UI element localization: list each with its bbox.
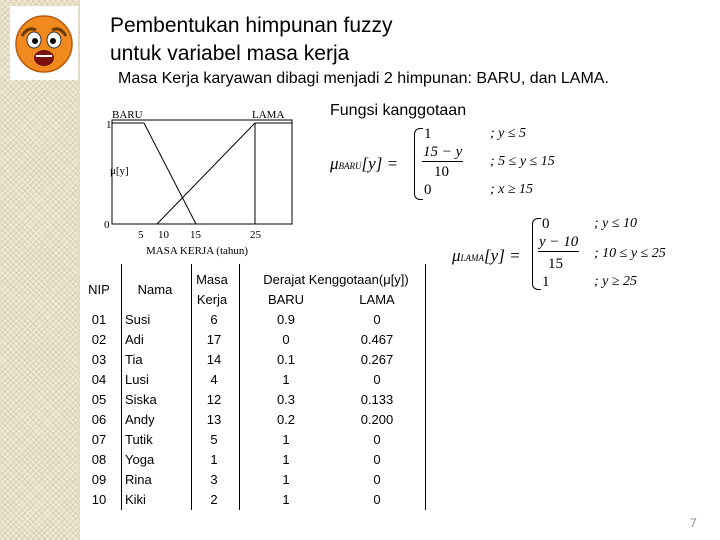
baru-lhs-arg: [y] = xyxy=(361,154,399,173)
x-tick-25: 25 xyxy=(250,229,261,241)
baru-case3-cond: ; x ≥ 15 xyxy=(490,182,534,197)
cell-baru: 1 xyxy=(282,372,290,387)
cell-masa: 4 xyxy=(210,372,218,387)
lama-slope xyxy=(157,123,255,224)
lama-brace xyxy=(532,218,541,290)
cell-nip: 09 xyxy=(91,472,107,487)
cell-masa: 6 xyxy=(210,312,218,327)
header-masa-kerja: Masa Kerja xyxy=(196,272,228,307)
baru-case2-num: 15 − y xyxy=(423,144,463,160)
cell-lama: 0.467 xyxy=(360,332,394,347)
baru-case3-val: 0 xyxy=(424,182,432,198)
cell-nip: 04 xyxy=(91,372,107,387)
formula-lama xyxy=(452,214,712,294)
cell-nama: Andy xyxy=(125,412,155,427)
y-axis-label: μ[y] xyxy=(110,165,129,177)
x-axis-label: MASA KERJA (tahun) xyxy=(146,245,249,257)
left-decorative-stripe xyxy=(0,0,78,540)
header-lama: LAMA xyxy=(359,292,395,307)
lama-lhs-arg: [y] = xyxy=(484,246,521,265)
y-tick-0: 0 xyxy=(104,219,110,231)
label-lama: LAMA xyxy=(252,109,285,121)
fungsi-kanggotaan-label: Fungsi kanggotaan xyxy=(330,102,467,119)
baru-case2-cond: ; 5 ≤ y ≤ 15 xyxy=(490,154,555,169)
title-line-2: untuk variabel masa kerja xyxy=(110,42,350,65)
scared-face-logo xyxy=(10,6,78,80)
lama-lhs-sub: LAMA xyxy=(460,253,485,263)
baru-case1-val: 1 xyxy=(424,126,432,142)
cell-lama: 0 xyxy=(373,452,381,467)
cell-masa: 13 xyxy=(206,412,222,427)
cell-baru: 1 xyxy=(282,432,290,447)
cell-nama: Siska xyxy=(125,392,157,407)
cell-lama: 0.133 xyxy=(360,392,394,407)
cell-nama: Adi xyxy=(125,332,144,347)
cell-baru: 0 xyxy=(282,332,290,347)
header-nip: NIP xyxy=(88,282,110,297)
cell-masa: 1 xyxy=(210,452,218,467)
header-derajat: Derajat Kenggotaan(μ[y]) xyxy=(263,272,409,287)
cell-nip: 05 xyxy=(91,392,107,407)
cell-nama: Rina xyxy=(125,472,152,487)
cell-baru: 1 xyxy=(282,472,290,487)
cell-masa: 17 xyxy=(206,332,222,347)
cell-masa: 12 xyxy=(206,392,222,407)
x-tick-10: 10 xyxy=(158,229,169,241)
cell-masa: 2 xyxy=(210,492,218,507)
baru-lhs-sub: BARU xyxy=(338,161,362,171)
cell-nama: Lusi xyxy=(125,372,149,387)
cell-lama: 0.200 xyxy=(360,412,394,427)
x-tick-5: 5 xyxy=(138,229,144,241)
cell-nip: 01 xyxy=(91,312,107,327)
lama-case2-cond: ; 10 ≤ y ≤ 25 xyxy=(594,246,666,261)
cell-nip: 03 xyxy=(91,352,107,367)
cell-masa: 3 xyxy=(210,472,218,487)
cell-lama: 0 xyxy=(373,432,381,447)
lama-case2-num: y − 10 xyxy=(539,234,579,250)
cell-lama: 0.267 xyxy=(360,352,394,367)
cell-nama: Susi xyxy=(125,312,151,327)
cell-nip: 02 xyxy=(91,332,107,347)
formula-baru xyxy=(330,126,555,202)
cell-lama: 0 xyxy=(373,492,381,507)
cell-nip: 08 xyxy=(91,452,107,467)
table-divider xyxy=(425,264,426,510)
lama-case1-val: 0 xyxy=(542,216,550,232)
table-divider xyxy=(239,264,240,510)
x-tick-15: 15 xyxy=(190,229,201,241)
y-tick-1: 1 xyxy=(106,119,112,131)
cell-lama: 0 xyxy=(373,372,381,387)
title-line-1: Pembentukan himpunan fuzzy xyxy=(110,14,393,37)
cell-lama: 0 xyxy=(373,472,381,487)
cell-nama: Kiki xyxy=(125,492,146,507)
cell-baru: 0.9 xyxy=(276,312,296,327)
slide-title xyxy=(110,12,393,68)
cell-nip: 06 xyxy=(91,412,107,427)
table-divider xyxy=(121,264,122,510)
cell-masa: 14 xyxy=(206,352,222,367)
cell-baru: 0.1 xyxy=(276,352,296,367)
slide-subtitle: Masa Kerja karyawan dibagi menjadi 2 himpunan: BARU, dan LAMA. xyxy=(118,70,609,87)
cell-nama: Tutik xyxy=(125,432,153,447)
cell-baru: 1 xyxy=(282,452,290,467)
baru-case1-cond: ; y ≤ 5 xyxy=(490,126,527,141)
cell-nip: 07 xyxy=(91,432,107,447)
lama-case2-den: 15 xyxy=(548,256,563,272)
cell-lama: 0 xyxy=(373,312,381,327)
lama-case3-cond: ; y ≥ 25 xyxy=(594,274,638,289)
cell-baru: 0.3 xyxy=(276,392,296,407)
cell-nama: Yoga xyxy=(125,452,155,467)
header-nama: Nama xyxy=(137,282,173,297)
lama-case1-cond: ; y ≤ 10 xyxy=(594,216,638,231)
baru-slope xyxy=(144,123,196,224)
cell-masa: 5 xyxy=(210,432,218,447)
membership-graph xyxy=(100,104,300,264)
cell-baru: 1 xyxy=(282,492,290,507)
baru-case2-den: 10 xyxy=(434,164,449,180)
cell-nama: Tia xyxy=(125,352,143,367)
header-baru: BARU xyxy=(267,292,305,307)
lama-lhs: μLAMA[y] = xyxy=(452,246,521,265)
lama-case3-val: 1 xyxy=(542,274,550,290)
scared-face-icon xyxy=(10,6,78,80)
graph-frame xyxy=(112,120,292,224)
label-baru: BARU xyxy=(112,109,143,121)
cell-baru: 0.2 xyxy=(276,412,296,427)
page-number: 7 xyxy=(690,516,697,530)
baru-brace xyxy=(414,128,423,200)
baru-lhs: μBARU[y] = xyxy=(330,154,399,173)
cell-nip: 10 xyxy=(91,492,107,507)
